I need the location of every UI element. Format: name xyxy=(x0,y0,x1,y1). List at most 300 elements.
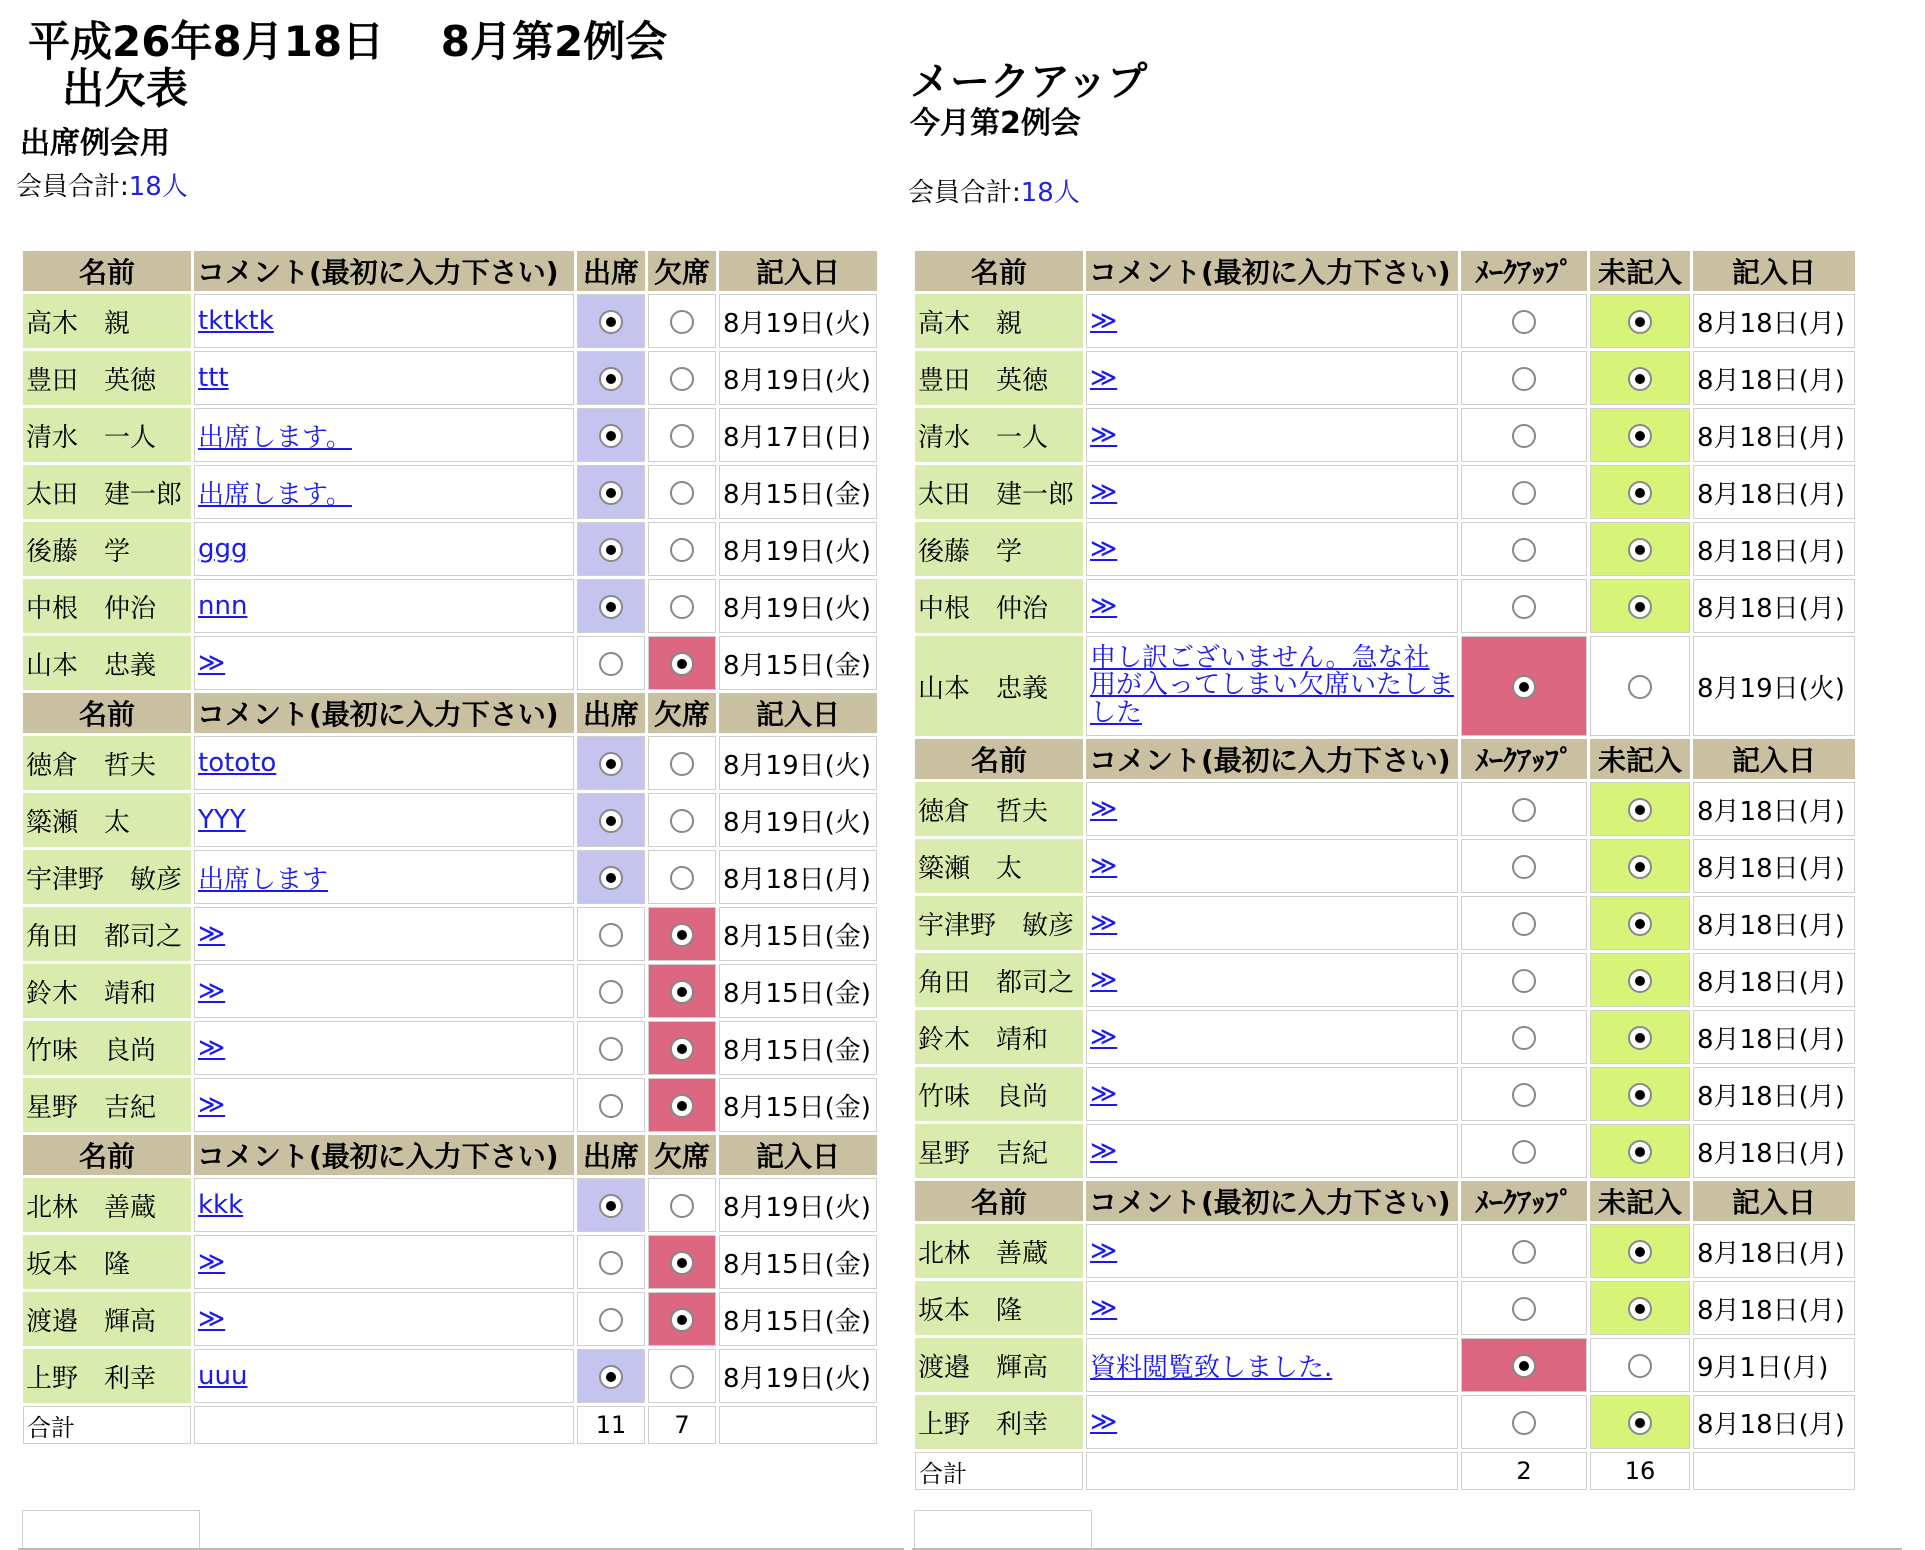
comment-link[interactable]: ≫ xyxy=(1090,1407,1118,1437)
entry-date: 8月15日(金) xyxy=(719,465,877,519)
absent-radio[interactable] xyxy=(670,809,694,833)
left-subtitle: 出席例会用 xyxy=(20,126,170,161)
attend-radio[interactable] xyxy=(599,424,623,448)
unentered-cell xyxy=(1590,579,1690,633)
comment-link[interactable]: tktktk xyxy=(198,306,274,336)
attend-radio[interactable] xyxy=(599,809,623,833)
column-header: 出席 xyxy=(577,693,645,733)
makeup-radio[interactable] xyxy=(1512,855,1536,879)
absent-cell xyxy=(648,1078,716,1132)
absent-radio[interactable] xyxy=(670,481,694,505)
column-header: 出席 xyxy=(577,1135,645,1175)
comment-cell xyxy=(1086,294,1458,348)
total-label: 会員合計: xyxy=(908,178,1021,208)
sum-label: 合計 xyxy=(915,1452,1083,1490)
unentered-cell xyxy=(1590,351,1690,405)
entry-date: 8月15日(金) xyxy=(719,1021,877,1075)
makeup-cell xyxy=(1461,839,1587,893)
makeup-cell xyxy=(1461,1338,1587,1392)
member-name: 北林 善蔵 xyxy=(23,1178,191,1232)
comment-link[interactable]: uuu xyxy=(198,1361,248,1391)
entry-date: 8月18日(月) xyxy=(1693,953,1855,1007)
makeup-cell xyxy=(1461,351,1587,405)
entry-date: 8月18日(月) xyxy=(1693,408,1855,462)
member-row xyxy=(915,782,1855,836)
entry-date: 8月18日(月) xyxy=(1693,1067,1855,1121)
unentered-radio[interactable] xyxy=(1628,310,1652,334)
entry-date: 8月18日(月) xyxy=(1693,579,1855,633)
absent-radio[interactable] xyxy=(670,538,694,562)
comment-link[interactable]: YYY xyxy=(198,805,246,835)
member-row xyxy=(23,1235,877,1289)
entry-date: 8月15日(金) xyxy=(719,1078,877,1132)
sum-label: 合計 xyxy=(23,1406,191,1444)
unentered-cell xyxy=(1590,1281,1690,1335)
unentered-radio[interactable] xyxy=(1628,1354,1652,1378)
comment-link[interactable]: ≫ xyxy=(198,1247,226,1277)
entry-date: 8月19日(火) xyxy=(719,522,877,576)
absent-radio[interactable] xyxy=(670,424,694,448)
attend-cell xyxy=(577,408,645,462)
comment-link[interactable]: ≫ xyxy=(1090,591,1118,621)
member-name: 太田 建一郎 xyxy=(23,465,191,519)
member-name: 中根 仲治 xyxy=(915,579,1083,633)
total-value: 18人 xyxy=(128,172,188,202)
member-name: 山本 忠義 xyxy=(915,636,1083,736)
member-name: 豊田 英徳 xyxy=(915,351,1083,405)
column-header: ﾒｰｸｱｯﾌﾟ xyxy=(1461,1181,1587,1221)
comment-link[interactable]: ≫ xyxy=(1090,1079,1118,1109)
member-name: 中根 仲治 xyxy=(23,579,191,633)
comment-link[interactable]: ttt xyxy=(198,363,229,393)
entry-date: 8月18日(月) xyxy=(1693,522,1855,576)
comment-link[interactable]: ≫ xyxy=(198,1304,226,1334)
absent-cell xyxy=(648,850,716,904)
left-member-total xyxy=(16,166,188,203)
makeup-cell xyxy=(1461,1395,1587,1449)
attend-radio[interactable] xyxy=(599,538,623,562)
absent-radio[interactable] xyxy=(670,310,694,334)
attend-cell xyxy=(577,636,645,690)
attend-cell xyxy=(577,907,645,961)
absent-radio[interactable] xyxy=(670,752,694,776)
title-line-2: 出欠表 xyxy=(62,64,189,114)
comment-cell xyxy=(194,1078,574,1132)
comment-link[interactable]: nnn xyxy=(198,591,248,621)
member-row xyxy=(915,636,1855,736)
makeup-total: 2 xyxy=(1461,1452,1587,1490)
sum-blank xyxy=(194,1406,574,1444)
member-name: 清水 一人 xyxy=(915,408,1083,462)
comment-cell xyxy=(1086,1124,1458,1178)
member-row xyxy=(915,1395,1855,1449)
member-row xyxy=(915,896,1855,950)
attend-radio[interactable] xyxy=(599,1308,623,1332)
absent-radio[interactable] xyxy=(670,367,694,391)
entry-date: 8月19日(火) xyxy=(719,1178,877,1232)
member-name: 上野 利幸 xyxy=(23,1349,191,1403)
makeup-radio[interactable] xyxy=(1512,1083,1536,1107)
attend-radio[interactable] xyxy=(599,481,623,505)
member-row xyxy=(23,408,877,462)
comment-link[interactable]: ≫ xyxy=(1090,420,1118,450)
member-row xyxy=(915,351,1855,405)
entry-date: 8月15日(金) xyxy=(719,964,877,1018)
member-row xyxy=(23,964,877,1018)
attend-radio[interactable] xyxy=(599,923,623,947)
unentered-cell xyxy=(1590,1224,1690,1278)
member-row xyxy=(23,1178,877,1232)
member-row xyxy=(23,522,877,576)
header-row xyxy=(915,251,1855,291)
attend-radio[interactable] xyxy=(599,1194,623,1218)
unentered-radio[interactable] xyxy=(1628,595,1652,619)
column-header: 記入日 xyxy=(719,693,877,733)
sum-row xyxy=(23,1406,877,1444)
attend-cell xyxy=(577,294,645,348)
comment-link[interactable]: ≫ xyxy=(1090,1136,1118,1166)
comment-cell xyxy=(1086,1281,1458,1335)
unentered-cell xyxy=(1590,953,1690,1007)
absent-cell xyxy=(648,1235,716,1289)
absent-cell xyxy=(648,408,716,462)
attend-cell xyxy=(577,850,645,904)
unentered-cell xyxy=(1590,408,1690,462)
absent-radio[interactable] xyxy=(670,1365,694,1389)
makeup-radio[interactable] xyxy=(1512,1411,1536,1435)
attendance-footer-box xyxy=(22,1510,200,1550)
column-header: 名前 xyxy=(915,1181,1083,1221)
comment-link[interactable]: ≫ xyxy=(1090,1293,1118,1323)
makeup-radio[interactable] xyxy=(1512,1026,1536,1050)
attend-radio[interactable] xyxy=(599,595,623,619)
unentered-radio[interactable] xyxy=(1628,481,1652,505)
header-row xyxy=(23,1135,877,1175)
member-name: 北林 善蔵 xyxy=(915,1224,1083,1278)
comment-cell xyxy=(1086,351,1458,405)
member-name: 坂本 隆 xyxy=(915,1281,1083,1335)
unentered-radio[interactable] xyxy=(1628,912,1652,936)
attend-radio[interactable] xyxy=(599,752,623,776)
column-header: 記入日 xyxy=(1693,251,1855,291)
comment-cell xyxy=(1086,465,1458,519)
column-header: 名前 xyxy=(23,251,191,291)
absent-cell xyxy=(648,579,716,633)
makeup-radio[interactable] xyxy=(1512,1140,1536,1164)
comment-link[interactable]: ggg xyxy=(198,534,248,564)
attend-total: 11 xyxy=(577,1406,645,1444)
member-row xyxy=(915,1224,1855,1278)
makeup-cell xyxy=(1461,294,1587,348)
comment-link[interactable]: 出席します。 xyxy=(198,422,352,453)
unentered-radio[interactable] xyxy=(1628,1026,1652,1050)
unentered-cell xyxy=(1590,782,1690,836)
comment-cell xyxy=(1086,1395,1458,1449)
comment-link[interactable]: ≫ xyxy=(198,1033,226,1063)
makeup-radio[interactable] xyxy=(1512,912,1536,936)
column-header: 名前 xyxy=(915,251,1083,291)
comment-link[interactable]: ≫ xyxy=(1090,851,1118,881)
absent-radio[interactable] xyxy=(670,1094,694,1118)
column-header: 記入日 xyxy=(719,251,877,291)
absent-radio[interactable] xyxy=(670,866,694,890)
absent-radio[interactable] xyxy=(670,595,694,619)
member-name: 上野 利幸 xyxy=(915,1395,1083,1449)
makeup-cell xyxy=(1461,896,1587,950)
makeup-radio[interactable] xyxy=(1512,367,1536,391)
absent-radio[interactable] xyxy=(670,1251,694,1275)
unentered-radio[interactable] xyxy=(1628,675,1652,699)
entry-date: 8月15日(金) xyxy=(719,907,877,961)
unentered-total: 16 xyxy=(1590,1452,1690,1490)
comment-cell xyxy=(194,1235,574,1289)
comment-cell xyxy=(194,793,574,847)
makeup-cell xyxy=(1461,408,1587,462)
member-row xyxy=(23,351,877,405)
entry-date: 8月18日(月) xyxy=(1693,1124,1855,1178)
attend-radio[interactable] xyxy=(599,1094,623,1118)
makeup-radio[interactable] xyxy=(1512,424,1536,448)
comment-cell xyxy=(1086,1224,1458,1278)
makeup-radio[interactable] xyxy=(1512,538,1536,562)
attend-radio[interactable] xyxy=(599,866,623,890)
comment-link[interactable]: kkk xyxy=(198,1190,244,1220)
page-title xyxy=(28,18,667,112)
absent-cell xyxy=(648,907,716,961)
comment-cell xyxy=(194,636,574,690)
comment-cell xyxy=(1086,782,1458,836)
entry-date: 9月1日(月) xyxy=(1693,1338,1855,1392)
member-row xyxy=(915,839,1855,893)
comment-cell xyxy=(194,1349,574,1403)
member-row xyxy=(23,850,877,904)
makeup-cell xyxy=(1461,1281,1587,1335)
comment-cell xyxy=(194,408,574,462)
makeup-radio[interactable] xyxy=(1512,798,1536,822)
header-row xyxy=(915,1181,1855,1221)
absent-cell xyxy=(648,793,716,847)
unentered-radio[interactable] xyxy=(1628,367,1652,391)
makeup-radio[interactable] xyxy=(1512,310,1536,334)
member-row xyxy=(915,579,1855,633)
absent-cell xyxy=(648,1292,716,1346)
unentered-radio[interactable] xyxy=(1628,424,1652,448)
makeup-cell xyxy=(1461,1224,1587,1278)
header-row xyxy=(23,251,877,291)
entry-date: 8月15日(金) xyxy=(719,1235,877,1289)
member-row xyxy=(915,1067,1855,1121)
unentered-cell xyxy=(1590,1067,1690,1121)
unentered-radio[interactable] xyxy=(1628,1083,1652,1107)
absent-radio[interactable] xyxy=(670,1037,694,1061)
makeup-cell xyxy=(1461,1124,1587,1178)
makeup-radio[interactable] xyxy=(1512,1240,1536,1264)
unentered-radio[interactable] xyxy=(1628,969,1652,993)
member-row xyxy=(915,294,1855,348)
member-name: 坂本 隆 xyxy=(23,1235,191,1289)
comment-link[interactable]: ≫ xyxy=(1090,306,1118,336)
comment-cell xyxy=(1086,1067,1458,1121)
attend-cell xyxy=(577,1078,645,1132)
member-row xyxy=(23,1349,877,1403)
member-name: 太田 建一郎 xyxy=(915,465,1083,519)
member-row xyxy=(915,1010,1855,1064)
member-name: 角田 都司之 xyxy=(23,907,191,961)
entry-date: 8月19日(火) xyxy=(719,793,877,847)
unentered-cell xyxy=(1590,896,1690,950)
absent-radio[interactable] xyxy=(670,980,694,1004)
member-row xyxy=(915,408,1855,462)
absent-cell xyxy=(648,1349,716,1403)
absent-radio[interactable] xyxy=(670,923,694,947)
column-header: 名前 xyxy=(23,1135,191,1175)
attend-radio[interactable] xyxy=(599,1037,623,1061)
absent-radio[interactable] xyxy=(670,652,694,676)
sum-blank xyxy=(1693,1452,1855,1490)
column-header: 未記入 xyxy=(1590,1181,1690,1221)
makeup-radio[interactable] xyxy=(1512,481,1536,505)
member-name: 宇津野 敏彦 xyxy=(915,896,1083,950)
member-name: 徳倉 哲夫 xyxy=(915,782,1083,836)
comment-link[interactable]: ≫ xyxy=(1090,477,1118,507)
member-name: 鈴木 靖和 xyxy=(915,1010,1083,1064)
entry-date: 8月19日(火) xyxy=(1693,636,1855,736)
comment-link[interactable]: ≫ xyxy=(1090,1022,1118,1052)
member-row xyxy=(915,1281,1855,1335)
entry-date: 8月18日(月) xyxy=(1693,1010,1855,1064)
makeup-radio[interactable] xyxy=(1512,595,1536,619)
comment-cell xyxy=(1086,839,1458,893)
entry-date: 8月18日(月) xyxy=(1693,839,1855,893)
member-name: 後藤 学 xyxy=(915,522,1083,576)
member-row xyxy=(23,636,877,690)
makeup-cell xyxy=(1461,1067,1587,1121)
member-name: 星野 吉紀 xyxy=(915,1124,1083,1178)
absent-total: 7 xyxy=(648,1406,716,1444)
column-header: 未記入 xyxy=(1590,251,1690,291)
comment-link[interactable]: ≫ xyxy=(198,648,226,678)
attend-radio[interactable] xyxy=(599,1251,623,1275)
makeup-radio[interactable] xyxy=(1512,1354,1536,1378)
absent-radio[interactable] xyxy=(670,1194,694,1218)
makeup-cell xyxy=(1461,522,1587,576)
unentered-radio[interactable] xyxy=(1628,855,1652,879)
absent-cell xyxy=(648,1021,716,1075)
member-row xyxy=(23,793,877,847)
absent-radio[interactable] xyxy=(670,1308,694,1332)
column-header: コメント(最初に入力下さい) xyxy=(1086,1181,1458,1221)
attend-radio[interactable] xyxy=(599,1365,623,1389)
member-name: 高木 親 xyxy=(23,294,191,348)
makeup-cell xyxy=(1461,579,1587,633)
comment-link[interactable]: 出席します。 xyxy=(198,479,352,510)
comment-link[interactable]: ≫ xyxy=(198,976,226,1006)
comment-cell xyxy=(194,351,574,405)
unentered-radio[interactable] xyxy=(1628,1297,1652,1321)
comment-link[interactable]: 出席します xyxy=(198,864,329,895)
attend-radio[interactable] xyxy=(599,367,623,391)
comment-link[interactable]: ≫ xyxy=(1090,1236,1118,1266)
unentered-radio[interactable] xyxy=(1628,798,1652,822)
member-row xyxy=(23,465,877,519)
entry-date: 8月18日(月) xyxy=(1693,896,1855,950)
unentered-radio[interactable] xyxy=(1628,1411,1652,1435)
comment-cell xyxy=(1086,579,1458,633)
column-header: 欠席 xyxy=(648,251,716,291)
member-name: 山本 忠義 xyxy=(23,636,191,690)
comment-link[interactable]: tototo xyxy=(198,748,277,778)
member-name: 清水 一人 xyxy=(23,408,191,462)
comment-link[interactable]: ≫ xyxy=(1090,965,1118,995)
entry-date: 8月19日(火) xyxy=(719,736,877,790)
column-header: ﾒｰｸｱｯﾌﾟ xyxy=(1461,251,1587,291)
column-header: 記入日 xyxy=(1693,1181,1855,1221)
attend-radio[interactable] xyxy=(599,980,623,1004)
member-name: 簗瀬 太 xyxy=(915,839,1083,893)
right-member-total xyxy=(908,172,1080,209)
attend-cell xyxy=(577,964,645,1018)
unentered-cell xyxy=(1590,465,1690,519)
column-header: コメント(最初に入力下さい) xyxy=(1086,251,1458,291)
attend-radio[interactable] xyxy=(599,310,623,334)
member-row xyxy=(23,736,877,790)
comment-cell xyxy=(194,907,574,961)
makeup-footer-box xyxy=(914,1510,1092,1550)
comment-cell xyxy=(194,579,574,633)
comment-link[interactable]: ≫ xyxy=(198,1090,226,1120)
entry-date: 8月15日(金) xyxy=(719,1292,877,1346)
member-name: 渡邉 輝高 xyxy=(915,1338,1083,1392)
column-header: コメント(最初に入力下さい) xyxy=(194,251,574,291)
attend-cell xyxy=(577,1178,645,1232)
unentered-cell xyxy=(1590,522,1690,576)
makeup-radio[interactable] xyxy=(1512,675,1536,699)
comment-link[interactable]: 申し訳ございません。急な社用が入ってしまい欠席いたしました xyxy=(1090,643,1455,728)
comment-cell xyxy=(1086,1010,1458,1064)
absent-cell xyxy=(648,522,716,576)
comment-cell xyxy=(1086,896,1458,950)
entry-date: 8月18日(月) xyxy=(1693,782,1855,836)
unentered-radio[interactable] xyxy=(1628,538,1652,562)
entry-date: 8月19日(火) xyxy=(719,351,877,405)
attend-cell xyxy=(577,793,645,847)
comment-link[interactable]: 資料閲覧致しました. xyxy=(1090,1352,1333,1383)
unentered-cell xyxy=(1590,294,1690,348)
comment-link[interactable]: ≫ xyxy=(198,919,226,949)
unentered-radio[interactable] xyxy=(1628,1140,1652,1164)
attendance-panel xyxy=(20,248,880,1447)
attend-cell xyxy=(577,1235,645,1289)
column-header: 記入日 xyxy=(719,1135,877,1175)
column-header: コメント(最初に入力下さい) xyxy=(194,693,574,733)
comment-link[interactable]: ≫ xyxy=(1090,908,1118,938)
sum-blank xyxy=(1086,1452,1458,1490)
entry-date: 8月17日(日) xyxy=(719,408,877,462)
unentered-radio[interactable] xyxy=(1628,1240,1652,1264)
absent-cell xyxy=(648,465,716,519)
makeup-radio[interactable] xyxy=(1512,969,1536,993)
comment-link[interactable]: ≫ xyxy=(1090,534,1118,564)
member-row xyxy=(23,294,877,348)
comment-link[interactable]: ≫ xyxy=(1090,363,1118,393)
makeup-radio[interactable] xyxy=(1512,1297,1536,1321)
column-header: コメント(最初に入力下さい) xyxy=(1086,739,1458,779)
attend-radio[interactable] xyxy=(599,652,623,676)
entry-date: 8月18日(月) xyxy=(1693,465,1855,519)
comment-link[interactable]: ≫ xyxy=(1090,794,1118,824)
makeup-cell xyxy=(1461,636,1587,736)
column-header: 記入日 xyxy=(1693,739,1855,779)
